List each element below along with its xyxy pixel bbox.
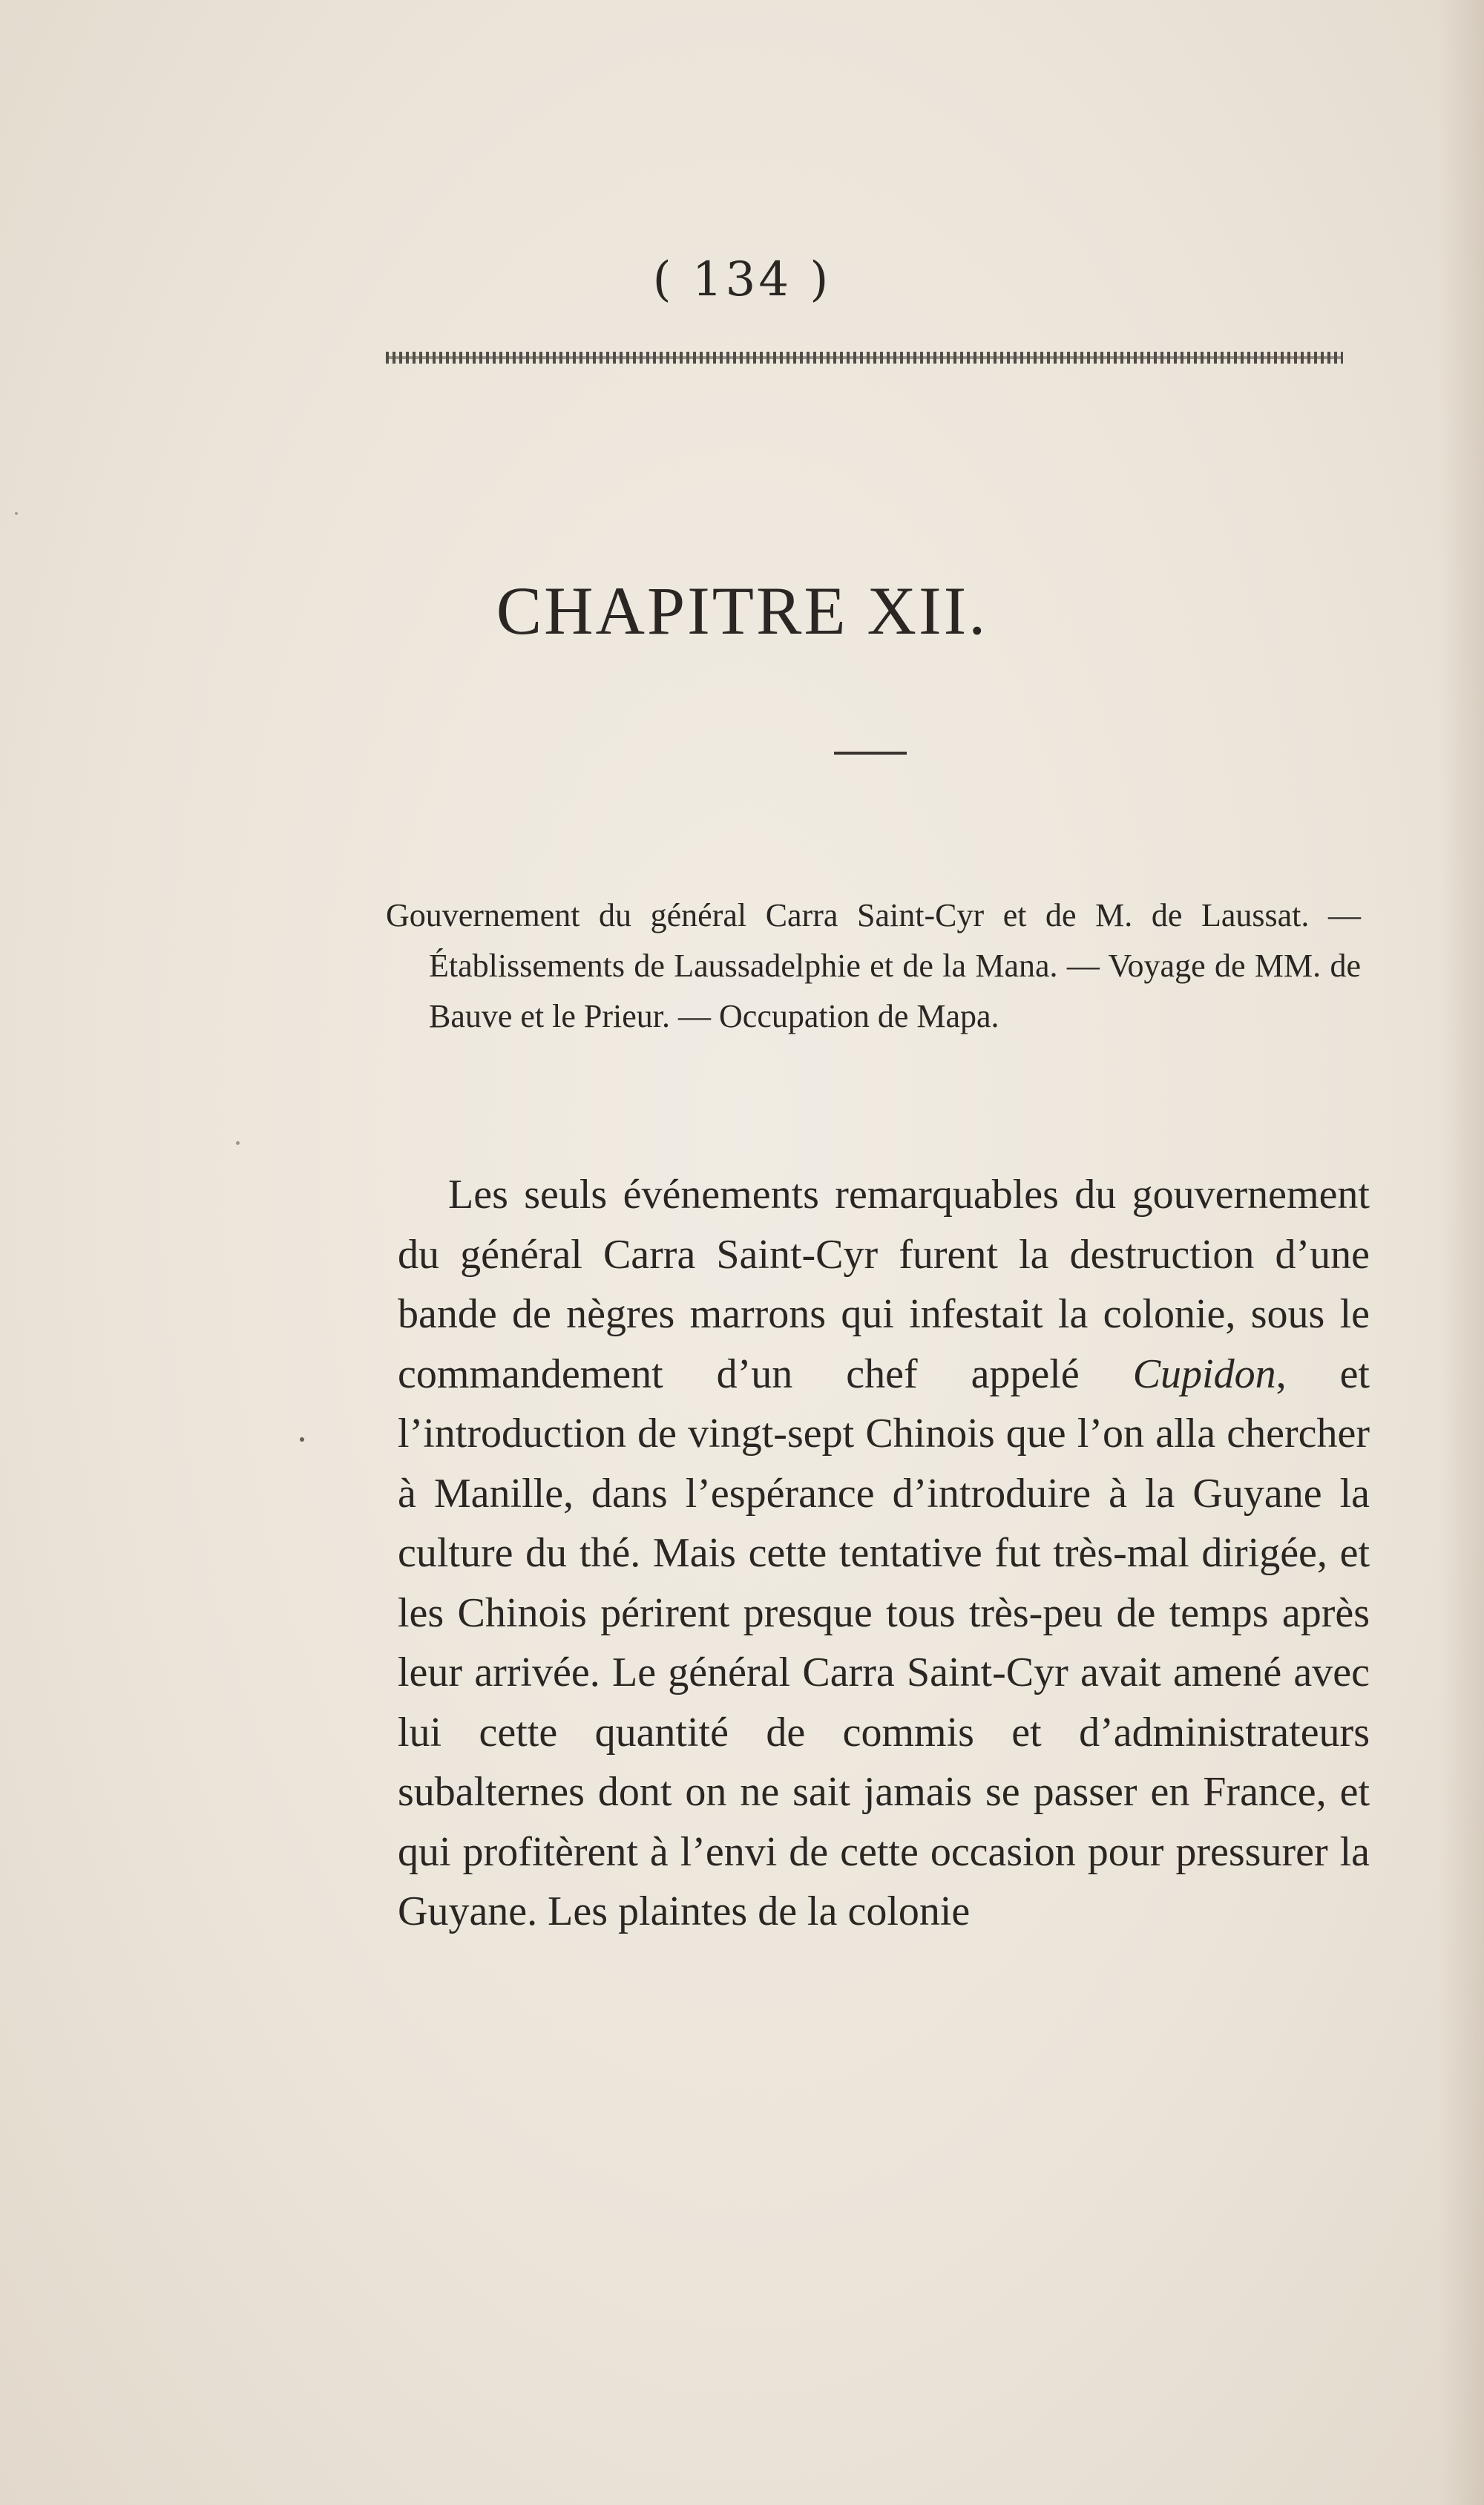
chapter-summary: Gouvernement du général Carra Saint-Cyr et de M. de Laussat. — Établissements de Laussadelphie et de la Mana. — Voyage de MM. de Bauve et le Prieur. — Occupation de Mapa. [386, 897, 1361, 1034]
body-paragraph [398, 1165, 1370, 1942]
page-number: ( 134 ) [652, 252, 832, 307]
paper-speck [15, 512, 18, 515]
page-edge-shadow [1439, 0, 1484, 2505]
body-text-end: , et l’introduction de vingt-sept Chinois que l’on alla chercher à Manille, dans l’espérance d’introduire à la Guyane la culture du thé. Mais cette tentative fut très-mal dirigée, et les Chinois périrent presque tous très-peu de temps après leur arrivée. Le général Carra Saint-Cyr avait amené avec lui cette quantité de commis et d’administrateurs subalternes dont on ne sait jamais se passer en France, et qui profitèrent à l’envi de cette occasion pour pressurer la Guyane. Les plaintes de la colonie [398, 1350, 1370, 1934]
ornamental-rule [386, 352, 1343, 364]
chapter-title: CHAPITRE XII. [496, 573, 988, 649]
body-text-start: Les seuls événements remarquables du gouvernement du général Carra Saint-Cyr furent la destruction d’une bande de nègres marrons qui infestait la colonie, sous le commandement d’un chef appelé [398, 1172, 1370, 1397]
title-divider [834, 752, 907, 755]
italic-name: Cupidon [1132, 1350, 1276, 1397]
paper-speck [300, 1437, 304, 1442]
paper-speck [236, 1141, 240, 1145]
